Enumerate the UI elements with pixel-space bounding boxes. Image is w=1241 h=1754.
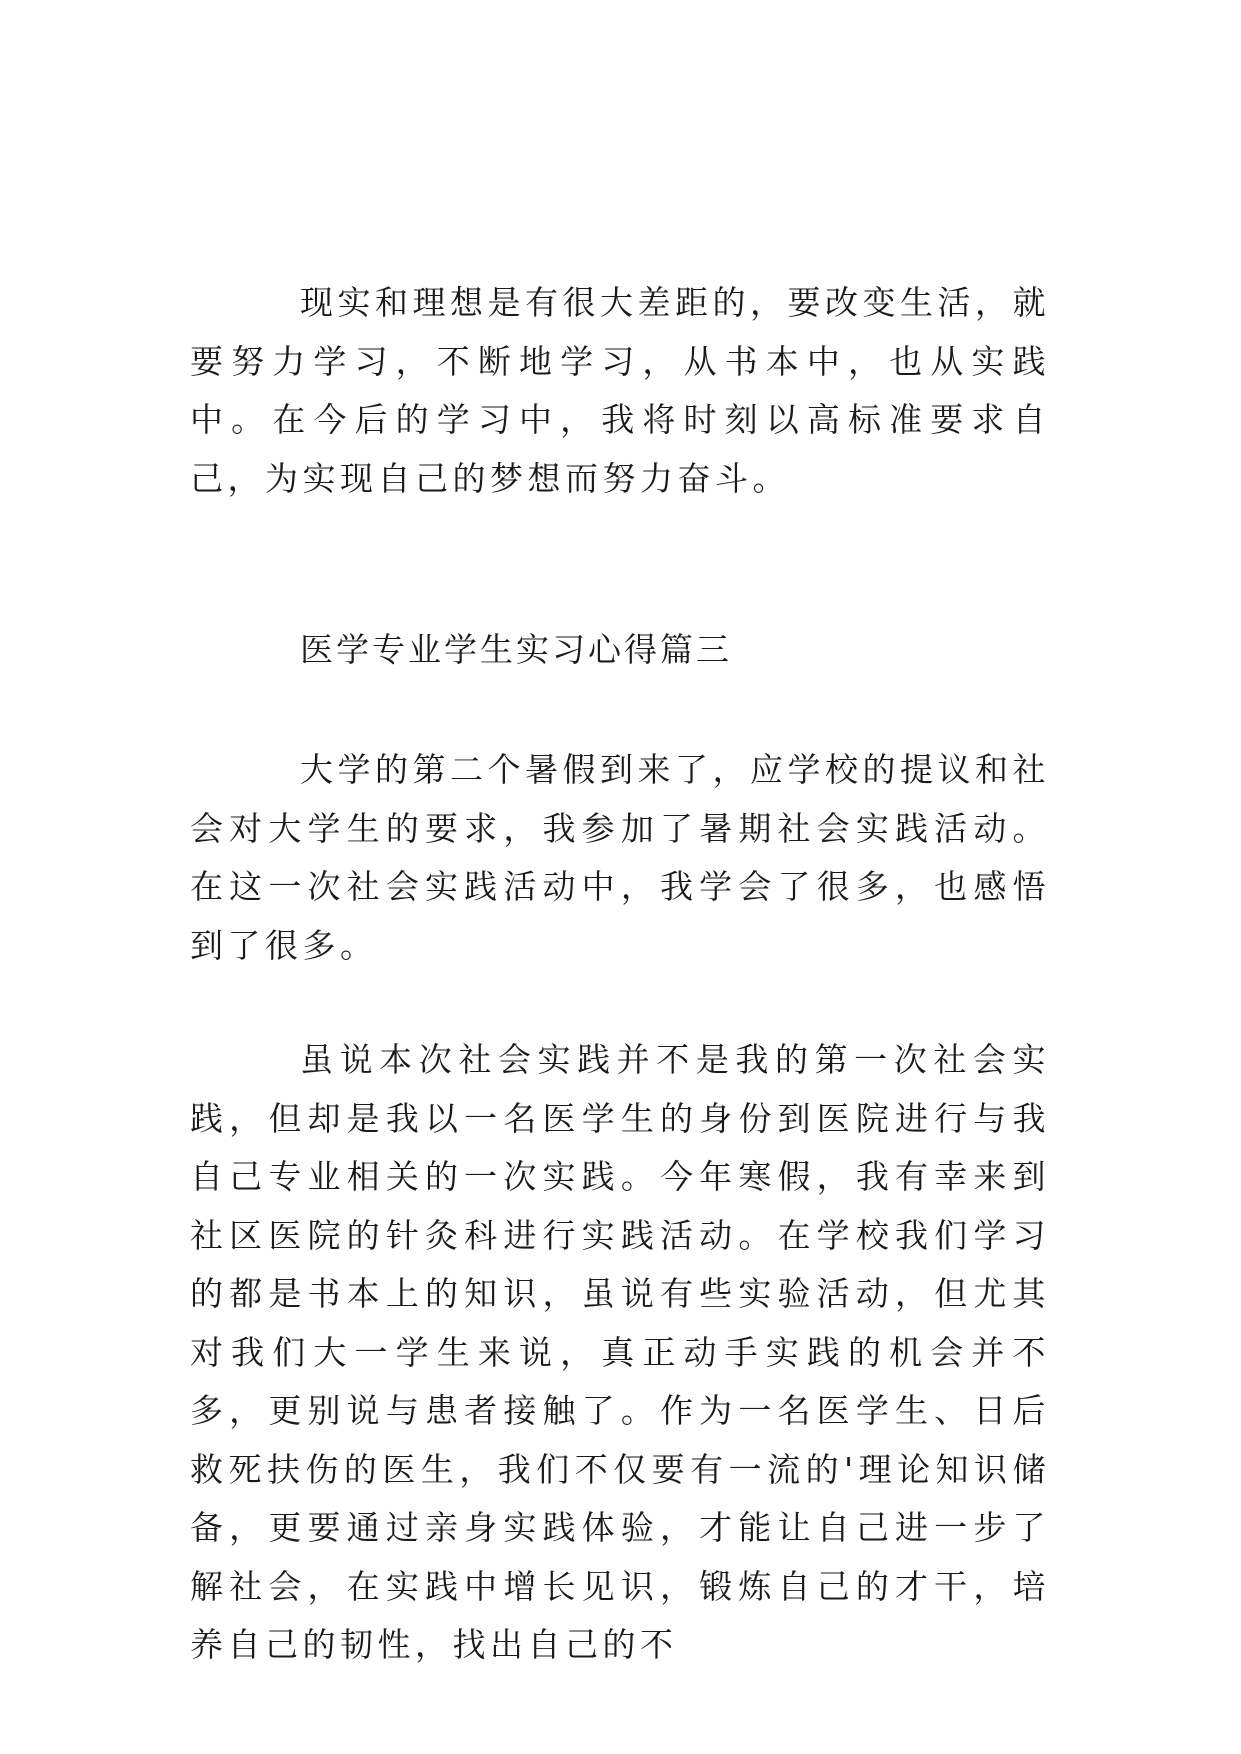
section-heading: 医学专业学生实习心得篇三 xyxy=(300,630,732,669)
body-paragraph: 虽说本次社会实践并不是我的第一次社会实践，但却是我以一名医学生的身份到医院进行与我自己专业相关的一次实践。今年寒假，我有幸来到社区医院的针灸科进行实践活动。在学校我们学习的都是书本上的知识，虽说有些实验活动，但尤其对我们大一学生来说，真正动手实践的机会并不多，更别说与患者接触了。作为一名医学生、日后救死扶伤的医生，我们不仅要有一流的'理论知识储备，更要通过亲身实践体验，才能让自己进一步了解社会，在实践中增长见识，锻炼自己的才干，培养自己的韧性，找出自己的不 xyxy=(190,1040,1050,1664)
body-paragraph: 大学的第二个暑假到来了，应学校的提议和社会对大学生的要求，我参加了暑期社会实践活动。在这一次社会实践活动中，我学会了很多，也感悟到了很多。 xyxy=(190,750,1050,965)
body-paragraph: 现实和理想是有很大差距的，要改变生活，就要努力学习，不断地学习，从书本中，也从实践中。在今后的学习中，我将时刻以高标准要求自己，为实现自己的梦想而努力奋斗。 xyxy=(190,283,1050,498)
